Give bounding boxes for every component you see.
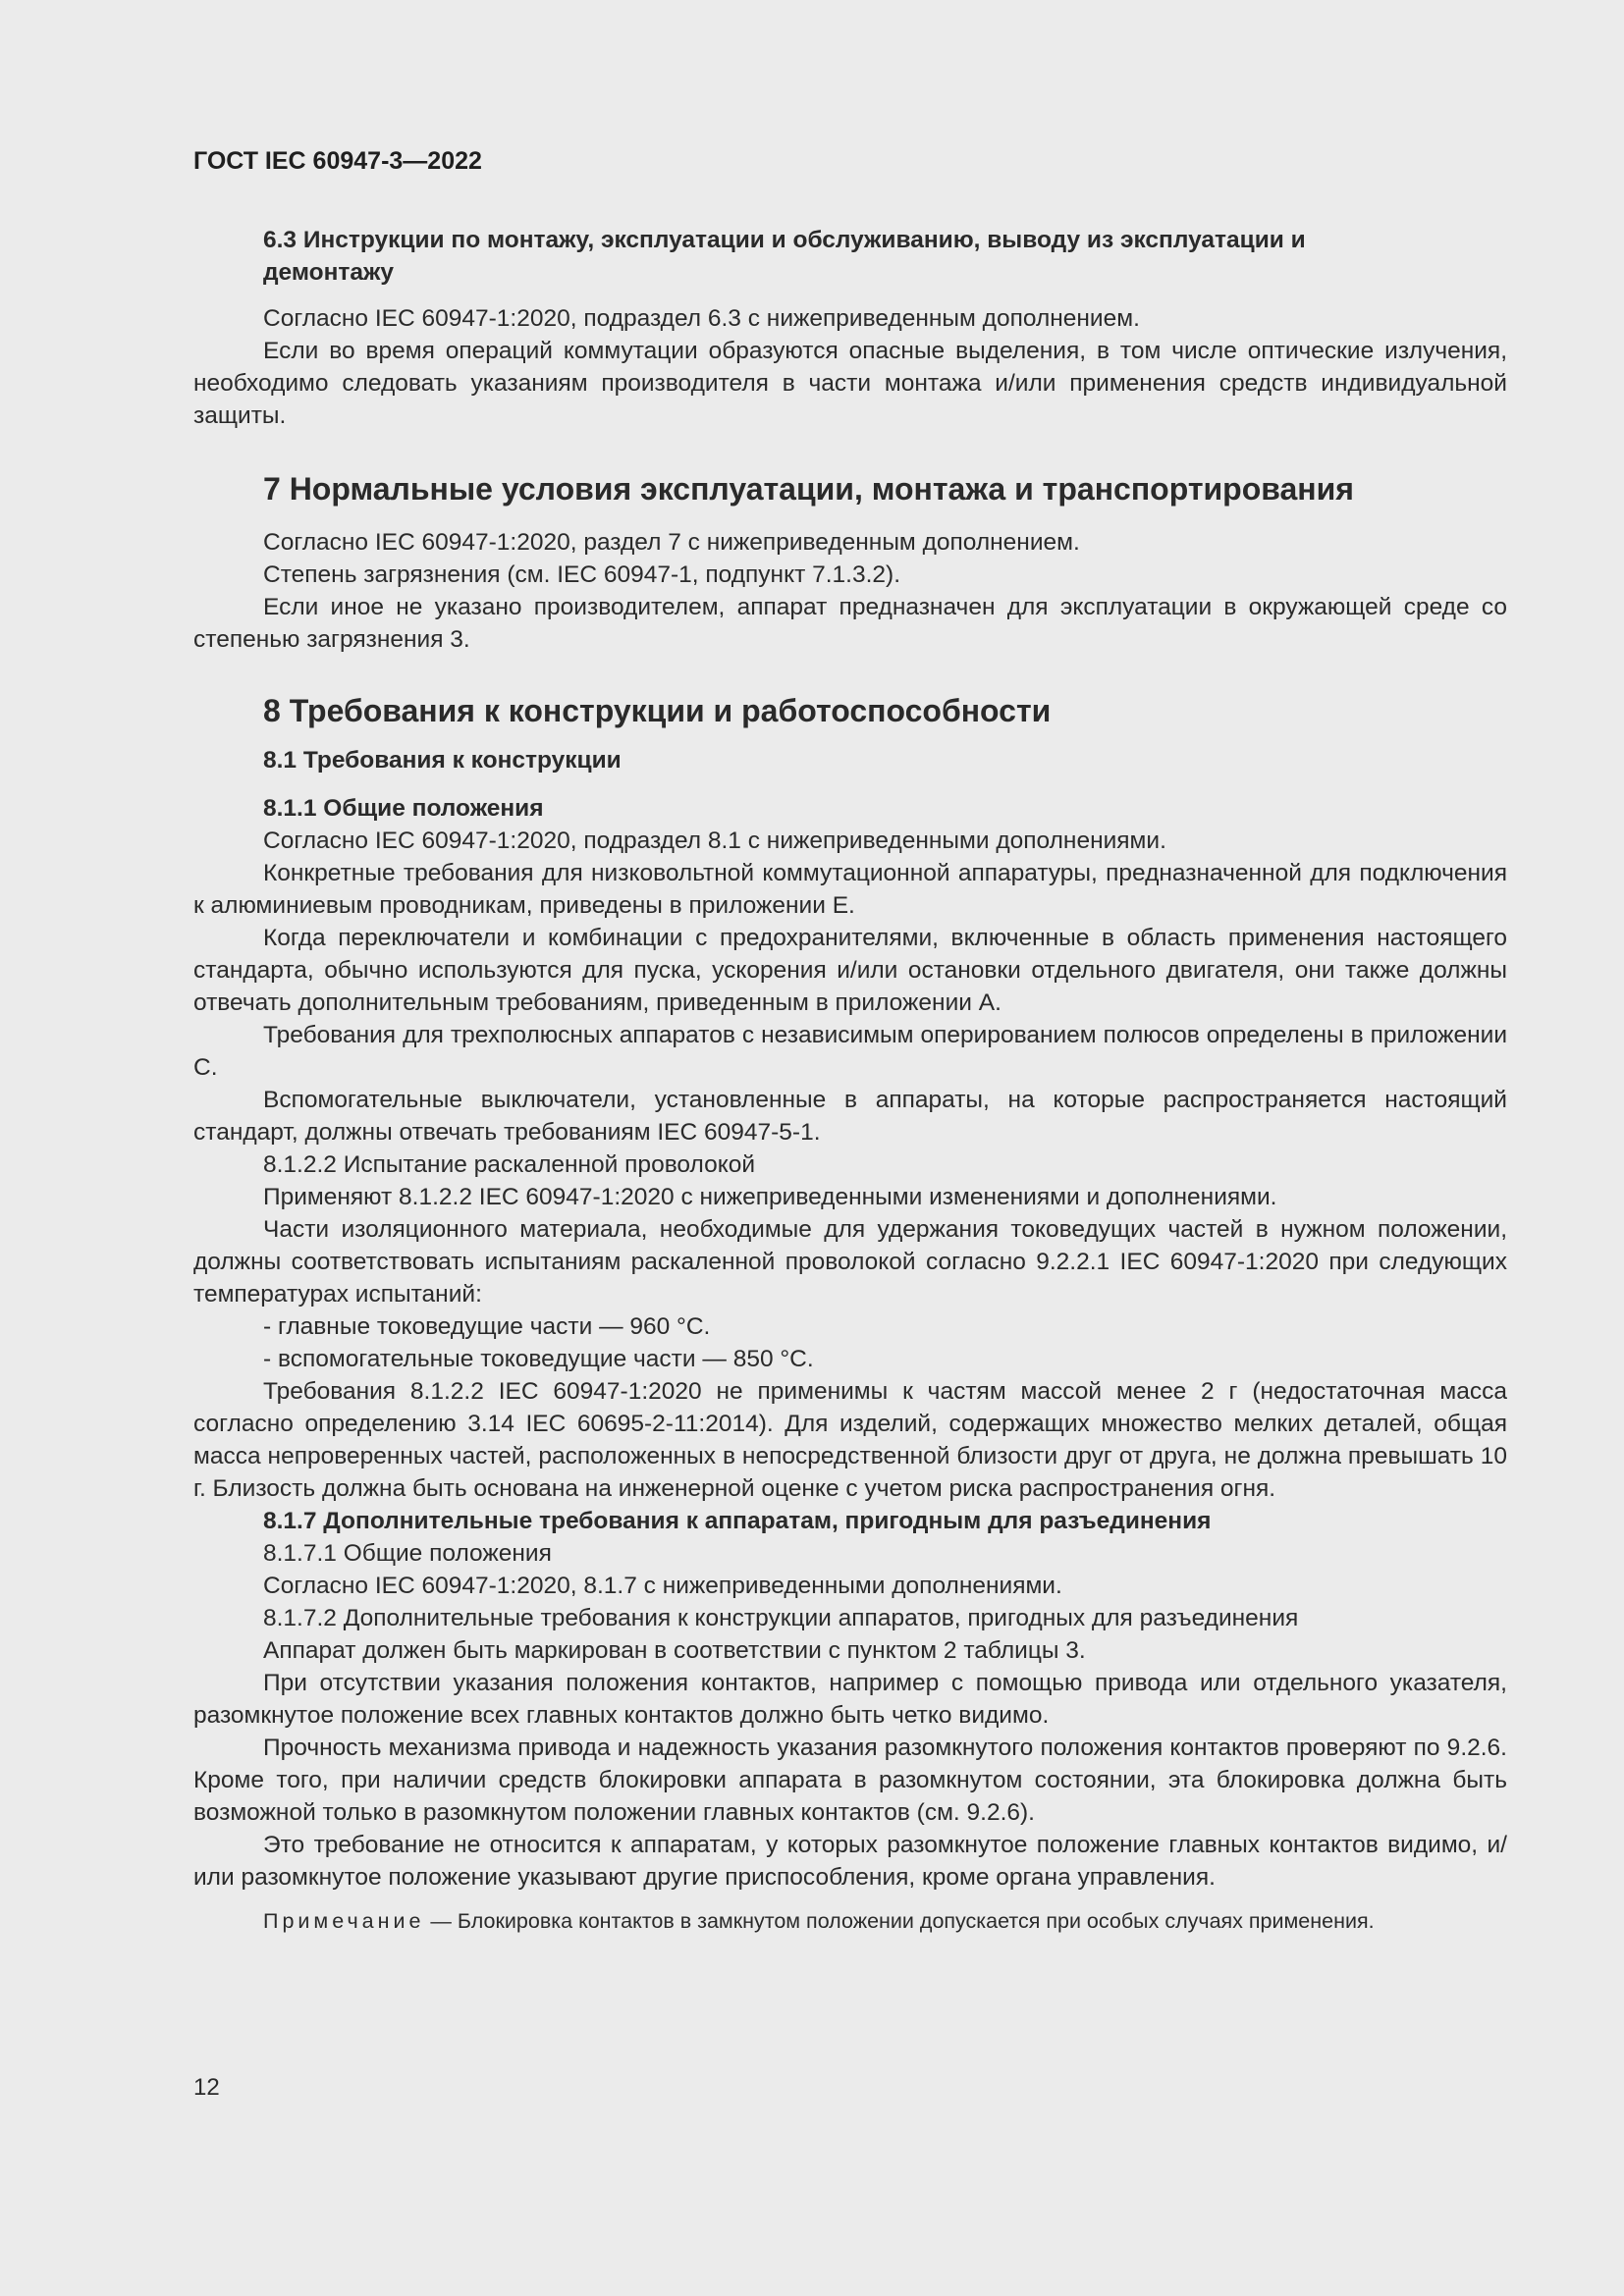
note-label: Примечание: [263, 1909, 425, 1933]
paragraph: Согласно IEC 60947-1:2020, подраздел 6.3 с нижеприведенным дополнением.: [263, 305, 1140, 332]
paragraph: Требования для трехполюсных аппаратов с независимым оперированием полюсов определены в приложении С.: [193, 1022, 1507, 1081]
paragraph: Прочность механизма привода и надежность указания разомкнутого положения контактов проверяют по 9.2.6. Кроме того, при наличии средств блокировки аппарата в разомкнутом состоянии, эта блокировка должна быть возможной только в разомкнутом положении главных контактов (см. 9.2.6).: [193, 1735, 1507, 1826]
paragraph: Согласно IEC 60947-1:2020, подраздел 8.1 с нижеприведенными дополнениями.: [263, 828, 1166, 854]
section-8-1-1-title: 8.1.1 Общие положения: [263, 795, 544, 822]
paragraph: Степень загрязнения (см. IEC 60947-1, подпункт 7.1.3.2).: [263, 561, 900, 588]
paragraph: Аппарат должен быть маркирован в соответствии с пунктом 2 таблицы 3.: [263, 1637, 1086, 1664]
paragraph: 8.1.2.2 Испытание раскаленной проволокой: [263, 1151, 756, 1178]
paragraph: Когда переключатели и комбинации с предохранителями, включенные в область применения настоящего стандарта, обычно используются для пуска, ускорения и/или остановки отдельного двигателя, они также должны отвечать дополнительным требованиям, приведенным в приложении А.: [193, 925, 1507, 1016]
paragraph: Согласно IEC 60947-1:2020, 8.1.7 с нижеприведенными дополнениями.: [263, 1573, 1062, 1599]
list-item: - вспомогательные токоведущие части — 850 °С.: [263, 1346, 814, 1372]
section-8-1-title: 8.1 Требования к конструкции: [263, 747, 622, 774]
paragraph: Согласно IEC 60947-1:2020, раздел 7 с нижеприведенным дополнением.: [263, 529, 1080, 556]
page-content: [193, 224, 1507, 1936]
section-8-title: 8 Требования к конструкции и работоспособности: [263, 693, 1052, 728]
page-number: 12: [193, 2074, 220, 2101]
document-header: ГОСТ IEC 60947-3—2022: [193, 147, 482, 175]
paragraph: Применяют 8.1.2.2 IEC 60947-1:2020 с нижеприведенными изменениями и дополнениями.: [263, 1184, 1277, 1210]
paragraph: Вспомогательные выключатели, установленные в аппараты, на которые распространяется настоящий стандарт, должны отвечать требованиям IEC 60947-5-1.: [193, 1087, 1507, 1146]
paragraph: Если во время операций коммутации образуются опасные выделения, в том числе оптические излучения, необходимо следовать указаниям производителя в части монтажа и/или применения средств индивидуальной защиты.: [193, 338, 1507, 429]
note: [193, 1907, 1507, 1936]
paragraph: Это требование не относится к аппаратам, у которых разомкнутое положение главных контактов видимо, и/или разомкнутое положение указывают другие приспособления, кроме органа управления.: [193, 1832, 1507, 1891]
paragraph: 8.1.7.2 Дополнительные требования к конструкции аппаратов, пригодных для разъединения: [263, 1605, 1299, 1631]
paragraph: Требования 8.1.2.2 IEC 60947-1:2020 не применимы к частям массой менее 2 г (недостаточная масса согласно определению 3.14 IEC 60695-2-11:2014). Для изделий, содержащих множество мелких деталей, общая масса непроверенных частей, расположенных в непосредственной близости друг от друга, не должна превышать 10 г. Близость должна быть основана на инженерной оценке с учетом риска распространения огня.: [193, 1378, 1507, 1502]
paragraph: Части изоляционного материала, необходимые для удержания токоведущих частей в нужном положении, должны соответствовать испытаниям раскаленной проволокой согласно 9.2.2.1 IEC 60947-1:2020 при следующих температурах испытаний:: [193, 1216, 1507, 1308]
section-8-1-7-title: 8.1.7 Дополнительные требования к аппаратам, пригодным для разъединения: [263, 1508, 1212, 1534]
paragraph: Если иное не указано производителем, аппарат предназначен для эксплуатации в окружающей среде со степенью загрязнения 3.: [193, 594, 1507, 653]
paragraph: При отсутствии указания положения контактов, например с помощью привода или отдельного указателя, разомкнутое положение всех главных контактов должно быть четко видимо.: [193, 1670, 1507, 1729]
section-7-title: 7 Нормальные условия эксплуатации, монтажа и транспортирования: [263, 471, 1354, 507]
list-item: - главные токоведущие части — 960 °С.: [263, 1313, 711, 1340]
paragraph: Конкретные требования для низковольтной коммутационной аппаратуры, предназначенной для подключения к алюминиевым проводникам, приведены в приложении Е.: [193, 860, 1507, 919]
paragraph: 8.1.7.1 Общие положения: [263, 1540, 552, 1567]
note-text: — Блокировка контактов в замкнутом положении допускается при особых случаях применения.: [424, 1909, 1375, 1933]
section-6-3-title: 6.3 Инструкции по монтажу, эксплуатации и обслуживанию, выводу из эксплуатации и демонтажу: [263, 227, 1306, 286]
